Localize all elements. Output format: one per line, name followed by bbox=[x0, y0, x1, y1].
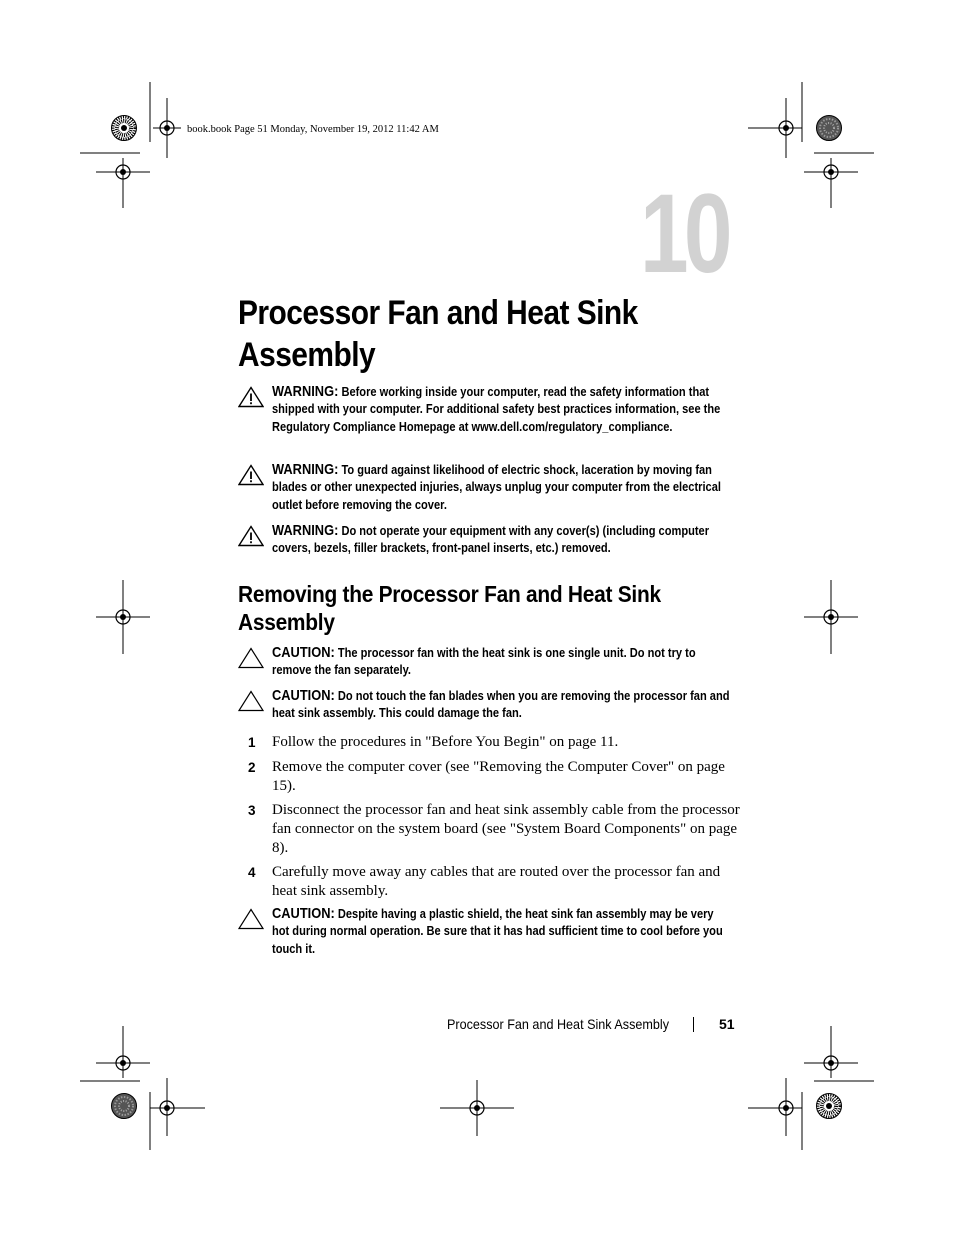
chapter-title: Processor Fan and Heat Sink Assembly bbox=[238, 294, 638, 374]
warning-icon bbox=[238, 525, 264, 547]
caution-icon bbox=[238, 690, 264, 712]
step-text: Follow the procedures in "Before You Begin" on page 11. bbox=[272, 734, 619, 750]
step-text: Disconnect the processor fan and heat sink assembly cable from the processor fan connector on the system board (see "System Board Components" on page 8). bbox=[272, 802, 740, 856]
caution-icon bbox=[238, 908, 264, 930]
step-number: 1 bbox=[248, 735, 256, 750]
caution-text: Do not touch the fan blades when you are removing the processor fan and heat sink assembly. This could damage the fan. bbox=[272, 689, 730, 721]
step-number: 3 bbox=[248, 803, 256, 818]
footer-title: Processor Fan and Heat Sink Assembly bbox=[447, 1016, 670, 1032]
step-number: 2 bbox=[248, 760, 256, 775]
warning-text: To guard against likelihood of electric shock, laceration by moving fan blades or other unexpected injuries, always unplug your computer from the electrical outlet before removing the cover. bbox=[272, 463, 721, 512]
warning-text: Do not operate your equipment with any cover(s) (including computer covers, bezels, filler brackets, front-panel inserts, etc.) removed. bbox=[272, 524, 710, 556]
warning-label: WARNING: bbox=[272, 462, 339, 478]
warning-label: WARNING: bbox=[272, 384, 339, 400]
warning-icon bbox=[238, 386, 264, 408]
chapter-number: 10 bbox=[640, 171, 728, 296]
step-text: Remove the computer cover (see "Removing the Computer Cover" on page 15). bbox=[272, 759, 725, 794]
caution-label: CAUTION: bbox=[272, 645, 335, 661]
caution-label: CAUTION: bbox=[272, 688, 335, 704]
caution-icon bbox=[238, 647, 264, 669]
section-title: Removing the Processor Fan and Heat Sink Assembly bbox=[238, 581, 661, 635]
step-number: 4 bbox=[248, 865, 256, 880]
warning-text: Before working inside your computer, read the safety information that shipped with your computer. For additional safety best practices information, see the Regulatory Compliance Homepage at www.dell.com/regulatory_compliance. bbox=[272, 385, 721, 434]
page-number: 51 bbox=[719, 1016, 735, 1032]
step-text: Carefully move away any cables that are routed over the processor fan and heat sink assembly. bbox=[272, 864, 721, 899]
print-slug: book.book Page 51 Monday, November 19, 2012 11:42 AM bbox=[187, 124, 439, 135]
caution-label: CAUTION: bbox=[272, 906, 335, 922]
warning-icon bbox=[238, 464, 264, 486]
footer-separator bbox=[693, 1017, 694, 1032]
caution-text: The processor fan with the heat sink is one single unit. Do not try to remove the fan separately. bbox=[272, 646, 696, 678]
warning-label: WARNING: bbox=[272, 523, 339, 539]
caution-text: Despite having a plastic shield, the heat sink fan assembly may be very hot during normal operation. Be sure that it has had sufficient time to cool before you touch it. bbox=[272, 907, 723, 956]
